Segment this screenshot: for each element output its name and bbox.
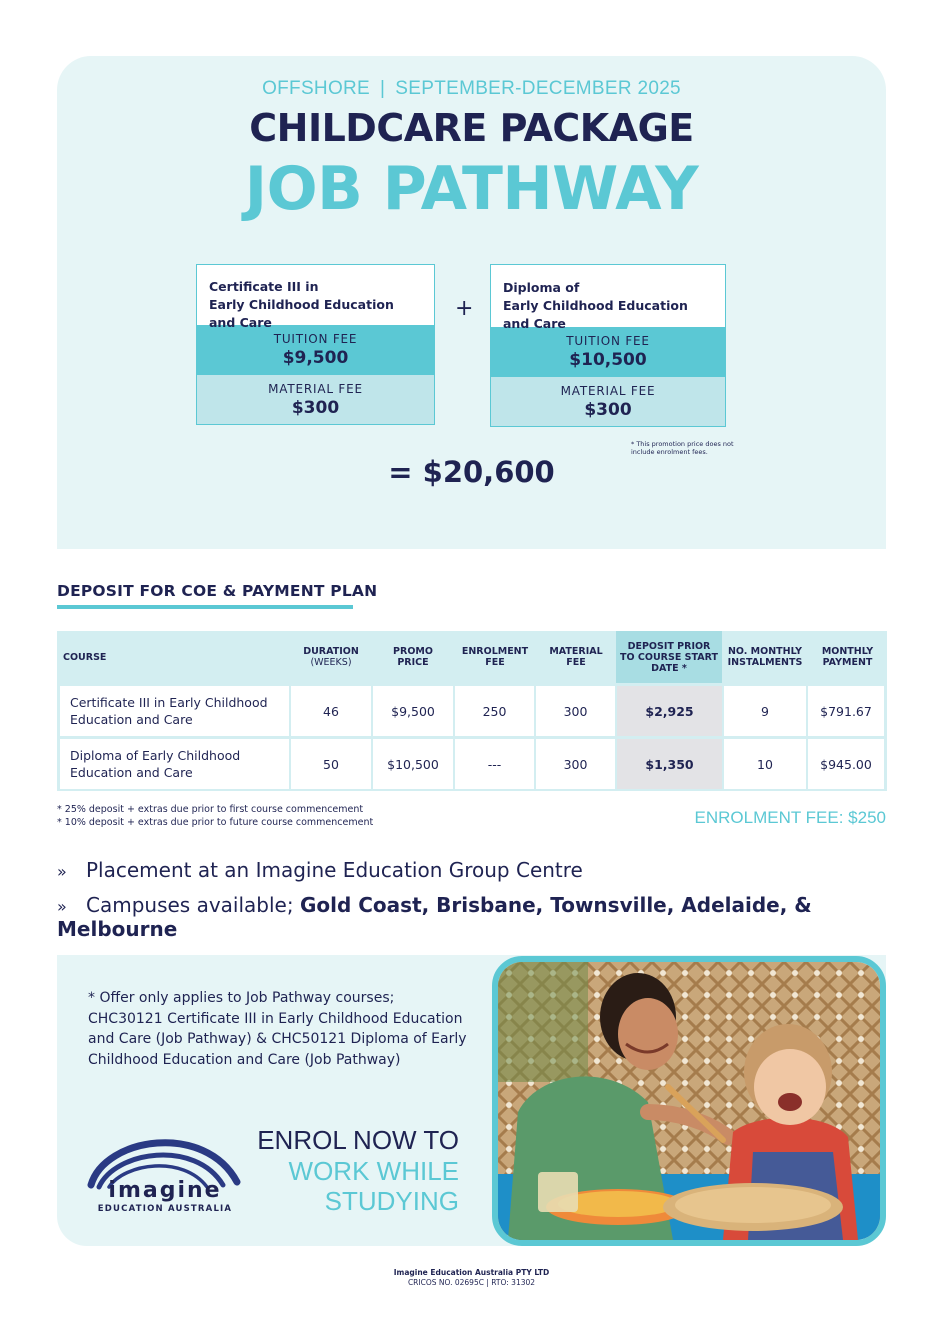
campuses-list: Gold Coast, Brisbane, Townsville, Adelaide, & Melbourne — [57, 893, 812, 941]
bullet-campuses — [57, 893, 938, 941]
hero-title-pathway: JOB PATHWAY — [244, 154, 699, 224]
cta-line2: WORK WHILE — [288, 1155, 459, 1186]
row2-promo-price: $10,500 — [373, 739, 453, 789]
deposit-heading: DEPOSIT FOR COE & PAYMENT PLAN — [57, 582, 378, 600]
footnote-future: * 10% deposit + extras due prior to future course commencement — [57, 817, 374, 828]
subtitle-offshore: OFFSHORE — [262, 78, 371, 99]
child-laugh — [778, 1093, 802, 1111]
header-instalments — [724, 631, 806, 683]
logo-word: imagine — [108, 1178, 222, 1203]
header-deposit-line3: DATE * — [651, 662, 687, 674]
row2-course-line1: Diploma of Early Childhood — [70, 748, 241, 763]
package-course-line1: Diploma of — [503, 280, 580, 295]
header-promo-line1: PROMO — [393, 646, 433, 657]
offer-line2: CHC30121 Certificate III in Early Childhood Education — [88, 1010, 463, 1027]
logo-tagline: EDUCATION AUSTRALIA — [97, 1204, 233, 1214]
row1-deposit: $2,925 — [617, 686, 722, 736]
foliage — [498, 962, 588, 1082]
offer-line1: * Offer only applies to Job Pathway courses; — [88, 990, 395, 1006]
header-duration — [291, 631, 371, 683]
offer-line3: and Care (Job Pathway) & CHC50121 Diploma of Early — [88, 1031, 467, 1047]
header-deposit-line1: DEPOSIT PRIOR — [627, 640, 711, 652]
header-inst-line1: NO. MONTHLY — [727, 646, 803, 657]
header-material-line1: MATERIAL — [549, 646, 603, 657]
enrol-cta — [217, 1125, 459, 1217]
hero-subtitle — [57, 78, 886, 100]
package-course-line1: Certificate III in — [209, 279, 319, 294]
subtitle-separator: | — [380, 78, 386, 99]
material-fee-label: MATERIAL FEE — [268, 382, 363, 396]
tuition-fee-value: $9,500 — [282, 348, 349, 368]
tuition-fee-block — [197, 325, 434, 375]
material-fee-block — [491, 377, 725, 426]
row2-deposit: $1,350 — [617, 739, 722, 789]
footer-codes: CRICOS NO. 02695C | RTO: 31302 — [407, 1278, 536, 1287]
tuition-fee-label: TUITION FEE — [566, 334, 650, 348]
header-enrol-line2: FEE — [485, 657, 505, 668]
header-monthly-line1: MONTHLY — [821, 646, 874, 657]
header-course: COURSE — [63, 651, 107, 663]
footer-company: Imagine Education Australia PTY LTD — [393, 1268, 550, 1277]
chevron-icon: » — [57, 862, 67, 881]
subtitle-dates: SEPTEMBER-DECEMBER 2025 — [395, 78, 681, 99]
row2-monthly-payment: $945.00 — [808, 739, 884, 789]
package-course-name — [491, 265, 725, 331]
row1-course — [60, 686, 289, 736]
heading-underline — [57, 605, 353, 609]
row1-promo-price: $9,500 — [373, 686, 453, 736]
row2-duration: 50 — [291, 739, 371, 789]
placement-text: Placement at an Imagine Education Group Centre — [86, 858, 583, 882]
header-duration-text: DURATION — [303, 646, 359, 657]
offer-line4: Childhood Education and Care (Job Pathway) — [88, 1051, 401, 1068]
package-total: = $20,600 — [388, 455, 555, 489]
header-promo-line2: PRICE — [397, 657, 429, 668]
header-monthly-line2: PAYMENT — [822, 657, 873, 668]
row2-enrolment-fee: --- — [455, 739, 534, 789]
row2-course-line2: Education and Care — [70, 765, 193, 780]
hero-title: CHILDCARE PACKAGE — [249, 106, 694, 150]
footer — [0, 1268, 938, 1288]
plus-sign: + — [455, 296, 474, 321]
header-duration-sub: (WEEKS) — [310, 657, 352, 668]
row1-enrolment-fee: 250 — [455, 686, 534, 736]
row1-material-fee: 300 — [536, 686, 615, 736]
childcare-photo — [492, 956, 886, 1246]
header-material-fee — [536, 631, 616, 683]
footnote-first: * 25% deposit + extras due prior to first course commencement — [57, 804, 364, 815]
header-monthly-payment — [808, 631, 887, 683]
material-fee-value: $300 — [584, 400, 632, 420]
enrolment-fee-note: ENROLMENT FEE: $250 — [694, 808, 886, 827]
row1-monthly-payment: $791.67 — [808, 686, 884, 736]
row1-duration: 46 — [291, 686, 371, 736]
row2-course — [60, 739, 289, 789]
row2-material-fee: 300 — [536, 739, 615, 789]
header-deposit — [616, 631, 722, 683]
header-inst-line2: INSTALMENTS — [727, 657, 803, 668]
tuition-fee-value: $10,500 — [569, 350, 647, 370]
promo-note: * This promotion price does not include enrolment fees. — [631, 440, 734, 456]
header-promo-price — [373, 631, 453, 683]
header-enrol-line1: ENROLMENT — [461, 646, 529, 657]
cta-line3: STUDYING — [324, 1186, 459, 1216]
paint-cup — [538, 1172, 578, 1212]
chevron-icon: » — [57, 897, 67, 916]
bullet-placement — [57, 858, 583, 882]
header-enrolment-fee — [455, 631, 535, 683]
row1-course-line1: Certificate III in Early Childhood — [70, 695, 268, 710]
material-fee-value: $300 — [291, 398, 340, 418]
tuition-fee-block — [491, 327, 725, 377]
header-deposit-line2: TO COURSE START — [620, 651, 718, 663]
material-fee-block — [197, 375, 434, 424]
deposit-footnotes — [57, 803, 373, 829]
child-face — [754, 1049, 826, 1125]
package-card-certificate — [196, 264, 435, 425]
package-course-line2: Early Childhood Education and Care — [503, 298, 688, 331]
row1-course-line2: Education and Care — [70, 712, 193, 727]
material-fee-label: MATERIAL FEE — [560, 384, 656, 398]
package-course-name — [197, 265, 434, 330]
package-course-line2: Early Childhood Education and Care — [209, 297, 394, 330]
row1-instalments: 9 — [724, 686, 806, 736]
tuition-fee-label: TUITION FEE — [273, 332, 358, 346]
payment-plan-table — [57, 631, 887, 791]
photo-illustration — [498, 962, 880, 1240]
offer-text — [88, 988, 468, 1070]
paint-swirl — [675, 1187, 831, 1223]
package-card-diploma — [490, 264, 726, 427]
cta-line1: ENROL NOW TO — [257, 1125, 459, 1155]
header-material-line2: FEE — [566, 657, 586, 668]
campuses-label: Campuses available; — [86, 893, 294, 917]
row2-instalments: 10 — [724, 739, 806, 789]
woman-face — [618, 998, 678, 1070]
